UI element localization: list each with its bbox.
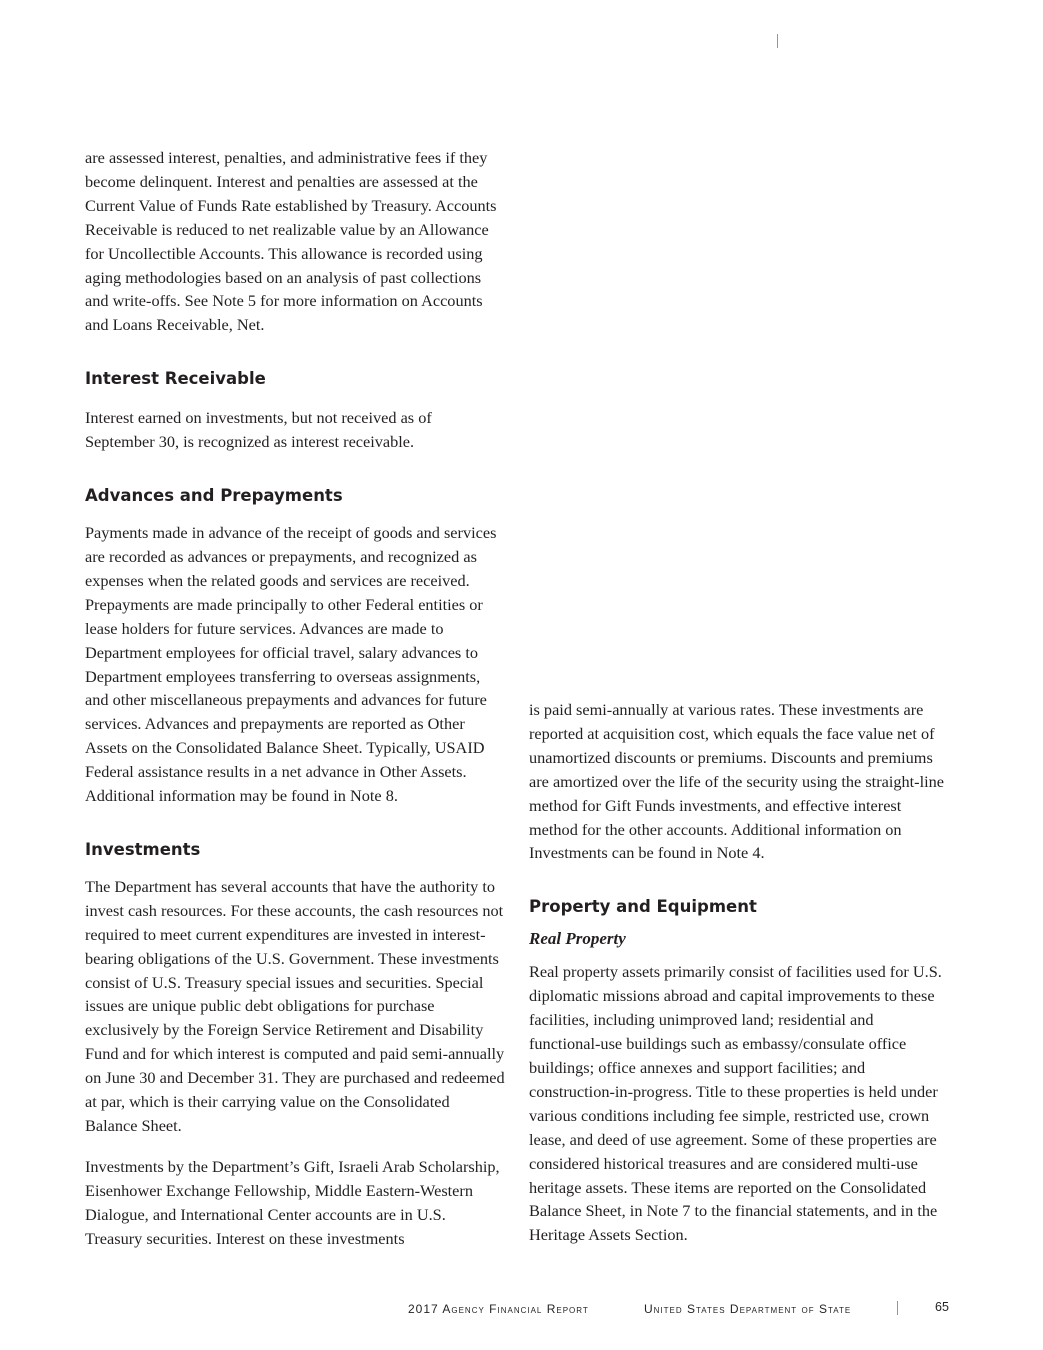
property-equipment-heading: Property and Equipment xyxy=(529,897,757,917)
right-column xyxy=(529,698,949,1247)
footer-department: United States Department of State xyxy=(644,1302,852,1316)
advances-heading: Advances and Prepayments xyxy=(85,486,343,506)
page-number: 65 xyxy=(935,1300,949,1314)
advances-paragraph: Payments made in advance of the receipt of goods and services are recorded as advances or prepayments, and recognized as expenses when the related goods and services are received. Prepayments are made principally to other Federal entities or lease holders for future services. Advances are made to Department employees for official travel, salary advances to Department employees transferring to overseas assignments, and other miscellaneous prepayments and advances for future services. Advances and prepayments are reported as Other Assets on the Consolidated Balance Sheet. Typically, USAID Federal assistance results in a net advance in Other Assets. Additional information may be found in Note 8. xyxy=(85,523,497,806)
left-column xyxy=(85,146,505,1251)
investments-paragraph-1: The Department has several accounts that have the authority to invest cash resources. For these accounts, the cash resources not required to meet current expenditures are invested in interest-bearing obligations of the U.S. Government. These investments consist of U.S. Treasury special issues and securities. Special issues are unique public debt obligations for purchase exclusively by the Foreign Service Retirement and Disability Fund and for which interest is computed and paid semi-annually on June 30 and December 31. They are purchased and redeemed at par, which is their carrying value on the Consolidated Balance Sheet. xyxy=(85,876,505,1135)
interest-receivable-paragraph: Interest earned on investments, but not received as of September 30, is recognized as interest receivable. xyxy=(85,408,432,452)
receivables-paragraph: are assessed interest, penalties, and administrative fees if they become delinquent. Interest and penalties are assessed at the Current Value of Funds Rate established by Treasury. Accounts Receivable is reduced to net realizable value by an Allowance for Uncollectible Accounts. This allowance is recorded using aging methodologies based on an analysis of past collections and write-offs. See Note 5 for more information on Accounts and Loans Receivable, Net. xyxy=(85,148,497,335)
real-property-paragraph: Real property assets primarily consist of facilities used for U.S. diplomatic missions abroad and capital improvements to these facilities, including unimproved land; residential and functional-use buildings such as embassy/consulate office buildings; office annexes and support facilities; and construction-in-progress. Title to these properties is held under various conditions including fee simple, restricted use, crown lease, and deed of use agreement. Some of these properties are considered historical treasures and are considered multi-use heritage assets. These items are reported on the Consolidated Balance Sheet, in Note 7 to the financial statements, and in the Heritage Assets Section. xyxy=(529,962,942,1245)
investments-continued-paragraph: is paid semi-annually at various rates. These investments are reported at acquisition cost, which equals the face value net of unamortized discounts or premiums. Discounts and premiums are amortized over the life of the security using the straight-line method for Gift Funds investments, and effective interest method for the other accounts. Additional information on Investments can be found in Note 4. xyxy=(529,700,945,863)
footer-report-title: 2017 Agency Financial Report xyxy=(408,1302,589,1316)
footer-separator xyxy=(897,1301,898,1315)
top-accent-rule xyxy=(777,34,778,48)
interest-receivable-heading: Interest Receivable xyxy=(85,369,266,389)
investments-paragraph-2: Investments by the Department’s Gift, Israeli Arab Scholarship, Eisenhower Exchange Fellowship, Middle Eastern-Western Dialogue, and International Center accounts are in U.S. Treasury securities. Interest on these investments xyxy=(85,1156,500,1248)
investments-heading: Investments xyxy=(85,839,201,859)
real-property-subheading: Real Property xyxy=(529,929,626,949)
page-footer xyxy=(0,1300,1043,1320)
